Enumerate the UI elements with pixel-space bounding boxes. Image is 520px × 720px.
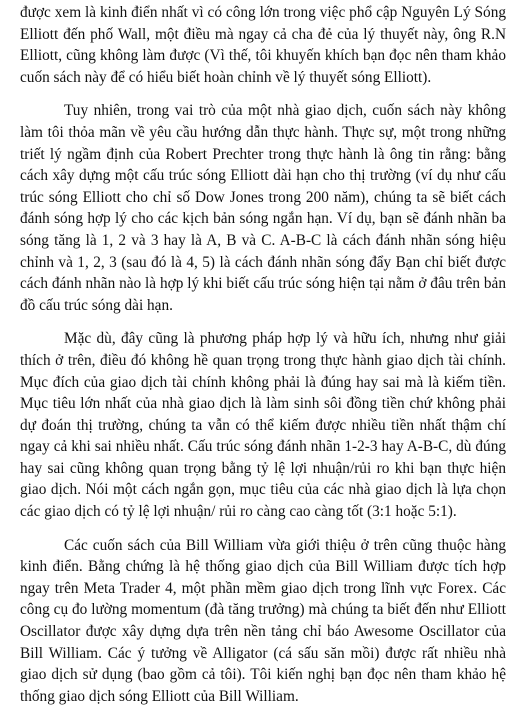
paragraph-trading-goal: Mặc dù, đây cũng là phương pháp hợp lý và hữu ích, nhưng như giải thích ở trên, điều đó không hề quan trọng trong thực hành giao dịch tài chính. Mục đích của giao dịch tài chính không phải là đúng hay sai mà là kiếm tiền. Mục tiêu lớn nhất của nhà giao dịch là làm sinh sôi đồng tiền chứ không phải dự đoán thị trường, chúng ta vẫn có thể kiếm được nhiều tiền nhất thậm chí ngay cả khi sai nhiều nhất. Cấu trúc sóng đánh nhãn 1-2-3 hay A-B-C, dù đúng hay sai cũng không quan trọng bằng tỷ lệ lợi nhuận/rủi ro khi bạn thực hiện giao dịch. Nói một cách ngắn gọn, mục tiêu của các nhà giao dịch là lựa chọn các giao dịch có tỷ lệ lợi nhuận/ rủi ro càng cao càng tốt (3:1 hoặc 5:1). xyxy=(20,330,506,521)
paragraph-bill-william: Các cuốn sách của Bill William vừa giới thiệu ở trên cũng thuộc hàng kinh điển. Bằng chứng là hệ thống giao dịch của Bill William được tích hợp ngay trên Meta Trader 4, một phần mềm giao dịch trong lĩnh vực Forex. Các công cụ đo lường momentum (đà tăng trưởng) mà chúng ta biết đến như Elliott Oscillator được xây dựng dựa trên nền tảng chỉ báo Awesome Oscillator của Bill William. Các ý tưởng về Alligator (cá sấu săn mồi) được rất nhiều nhà giao dịch sử dụng (bao gồm cả tôi). Tôi kiến nghị bạn đọc nên tham khảo hệ thống giao dịch sóng Elliott của Bill William. xyxy=(20,536,506,705)
paragraph-continuation: được xem là kinh điển nhất vì có công lớn trong việc phổ cập Nguyên Lý Sóng Elliott đến phố Wall, một điều mà ngay cả cha đẻ của lý thuyết này, ông R.N Elliott, cũng không làm được (Vì thế, tôi khuyến khích bạn đọc nên tham khảo cuốn sách này để có hiểu biết hoàn chỉnh về lý thuyết sóng Elliott). xyxy=(20,4,506,86)
paragraph-prechter-critique: Tuy nhiên, trong vai trò của một nhà giao dịch, cuốn sách này không làm tôi thỏa mãn về yêu cầu hướng dẫn thực hành. Thực sự, một trong những triết lý ngầm định của Robert Prechter trong thực hành là ông tin rằng: bằng cách xây dựng một cấu trúc sóng Elliott dài hạn cho thị trường (ví dụ như cấu trúc sóng Elliott cho chỉ số Dow Jones trong 200 năm), chúng ta sẽ biết cách đánh sóng hợp lý cho các kịch bản sóng ngắn hạn. Ví dụ, bạn sẽ đánh nhãn ba sóng tăng là 1, 2 và 3 hay là A, B và C. A-B-C là cách đánh nhãn sóng hiệu chỉnh và 1, 2, 3 (sau đó là 4, 5) là cách đánh nhãn sóng đẩy Bạn chỉ biết được cách đánh nhãn nào là hợp lý khi biết cấu trúc sóng hiện tại nằm ở đâu trên bản đồ cấu trúc sóng dài hạn. xyxy=(20,102,506,314)
